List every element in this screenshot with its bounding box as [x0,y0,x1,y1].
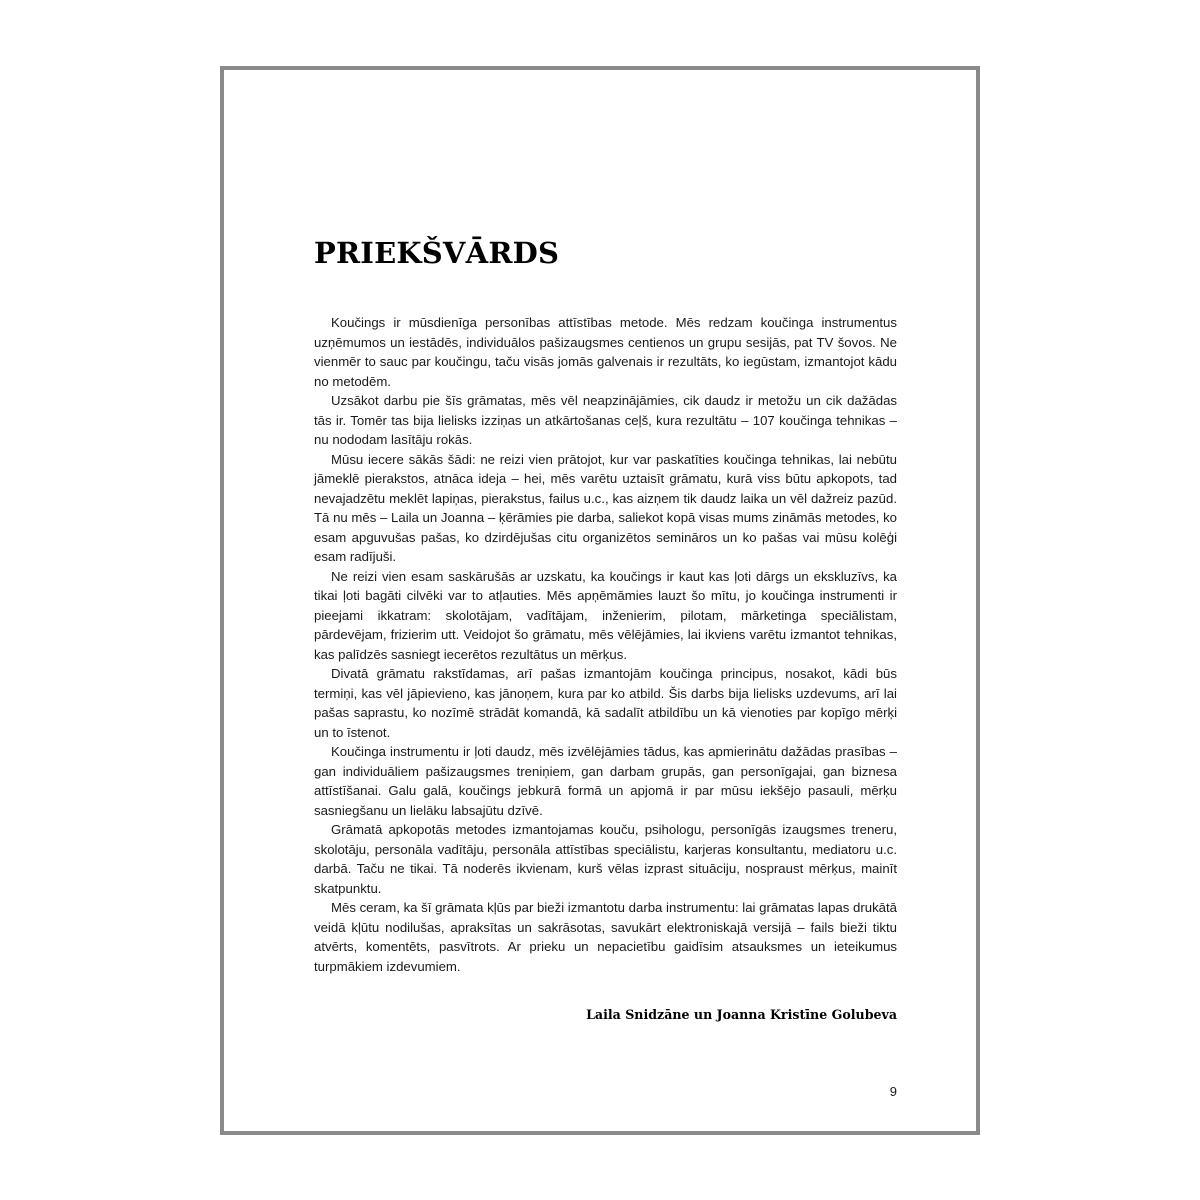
book-page [220,66,980,1135]
paragraph: Mūsu iecere sākās šādi: ne reizi vien prātojot, kur var paskatīties koučinga tehnikas, lai nebūtu jāmeklē pierakstos, atnāca ideja – hei, mēs varētu uztaisīt grāmatu, kurā viss būtu apkopots, tad nevajadzētu meklēt lapiņas, pierakstus, failus u.c., kas aizņem tik daudz laika un vēl dažreiz pazūd. Tā nu mēs – Laila un Joanna – ķērāmies pie darba, saliekot kopā visas mums zināmās metodes, ko esam apguvušas pašas, ko dzirdējušas citu organizētos semināros un ko pašas vai mūsu kolēģi esam radījuši. [314,451,897,564]
paragraph: Divatā grāmatu rakstīdamas, arī pašas izmantojām koučinga principus, nosakot, kādi būs termiņi, kas vēl jāpievieno, kas jānoņem, kura par ko atbild. Šis darbs bija lielisks uzdevums, arī lai pašas saprastu, ko nozīmē strādāt komandā, kā sadalīt atbildību un kā vienoties par kopīgo mērķi un to īstenot. [314,666,897,740]
paragraph: Ne reizi vien esam saskārušās ar uzskatu, ka koučings ir kaut kas ļoti dārgs un ekskluzīvs, ka tikai ļoti bagāti cilvēki var to atļauties. Mēs apņēmāmies lauzt šo mītu, jo koučinga instrumenti ir pieejami ikkatram: skolotājam, vadītājam, inženierim, pilotam, mārketinga speciālistam, pārdevējam, frizierim utt. Veidojot šo grāmatu, mēs vēlējāmies, lai ikviens varētu izmantot tehnikas, kas palīdzēs sasniegt iecerētos rezultātus un mērķus. [314,568,897,662]
paragraph: Uzsākot darbu pie šīs grāmatas, mēs vēl neapzinājāmies, cik daudz ir metožu un cik dažādas tās ir. Tomēr tas bija lielisks izziņas un atkārtošanas ceļš, kura rezultātu – 107 koučinga tehnikas – nu nododam lasītāju rokās. [314,393,897,447]
page-title: PRIEKŠVĀRDS [314,236,560,270]
paragraph: Koučings ir mūsdienīga personības attīstības metode. Mēs redzam koučinga instrumentus uzņēmumos un iestādēs, individuālos pašizaugsmes centienos un grupu sesijās, pat TV šovos. Ne vienmēr to sauc par koučingu, taču visās jomās galvenais ir rezultāts, ko iegūstam, izmantojot kādu no metodēm. [314,315,897,389]
page-number: 9 [889,1084,897,1099]
paragraph: Grāmatā apkopotās metodes izmantojamas kouču, psihologu, personīgās izaugsmes treneru, skolotāju, personāla vadītāju, personāla attīstības speciālistu, karjeras konsultantu, mediatoru u.c. darbā. Taču ne tikai. Tā noderēs ikvienam, kurš vēlas izprast situāciju, nospraust mērķus, mainīt skatpunktu. [314,822,897,896]
paragraph: Mēs ceram, ka šī grāmata kļūs par bieži izmantotu darba instrumentu: lai grāmatas lapas drukātā veidā kļūtu nodilušas, apraksītas un sakrāsotas, savukārt elektroniskajā versijā – fails bieži tiktu atvērts, komentēts, pasvītrots. Ar prieku un nepacietību gaidīsim atsauksmes un ieteikumus turpmākiem izdevumiem. [314,900,897,974]
body-text [314,313,897,976]
author-signature: Laila Snidzāne un Joanna Kristīne Golubeva [586,1007,897,1022]
paragraph: Koučinga instrumentu ir ļoti daudz, mēs izvēlējāmies tādus, kas apmierinātu dažādas prasības – gan individuāliem pašizaugsmes treniņiem, gan darbam grupās, gan personīgajai, gan biznesa attīstīšanai. Galu galā, koučings jebkurā formā un apjomā ir par mūsu iekšējo pasauli, mērķu sasniegšanu un lielāku labsajūtu dzīvē. [314,744,897,818]
